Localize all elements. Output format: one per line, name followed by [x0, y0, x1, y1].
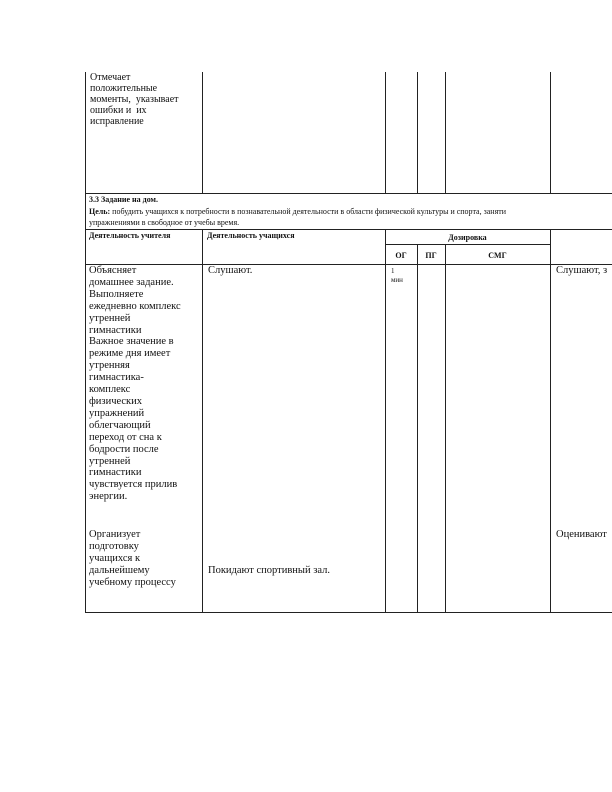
column-divider-pg: [417, 72, 418, 193]
header-og: ОГ: [395, 251, 407, 260]
goal-text: побудить учащихся к потребности в познавательной деятельности в области физической культуры и спорта, заняти: [110, 207, 507, 216]
header-smg: СМГ: [488, 251, 507, 260]
table-header-top-line: [85, 229, 612, 230]
lower-column-divider-right: [550, 229, 551, 612]
row1-right-cell: Слушают, з: [556, 265, 608, 276]
row2-teacher-cell: Организует подготовку учащихся к дальнейшему учебному процессу: [89, 529, 176, 588]
top-teacher-cell: Отмечает положительные моменты, указывает ошибки и их исправление: [90, 72, 179, 127]
column-divider-og: [385, 72, 386, 193]
section-divider: [85, 193, 612, 194]
column-divider-teacher: [202, 72, 203, 193]
row1-student-cell: Слушают.: [208, 265, 253, 276]
header-dosage: Дозировка: [448, 233, 487, 242]
lower-column-divider-pg: [417, 244, 418, 612]
table-bottom-line: [85, 612, 612, 613]
header-pg: ПГ: [425, 251, 437, 260]
row1-og-cell: 1 мин: [391, 267, 403, 284]
dosage-subheader-line: [385, 244, 550, 245]
header-student-activity: Деятельность учащихся: [207, 231, 295, 240]
section-goal: [89, 207, 612, 217]
row1-teacher-cell: Объясняет домашнее задание. Выполняете ежедневно комплекс утренней гимнастики Важное значение в режиме дня имеет утренняя гимнастика- комплекс физических упражнений облегчающий переход от сна к бодрости после утренней гимнастики чувствуется прилив энергии.: [89, 265, 181, 503]
header-teacher-activity: Деятельность учителя: [89, 231, 171, 240]
goal-label: Цель:: [89, 207, 111, 216]
column-divider-smg: [445, 72, 446, 193]
column-divider-right: [550, 72, 551, 193]
row2-student-cell: Покидают спортивный зал.: [208, 565, 330, 576]
lower-column-divider-og: [385, 229, 386, 612]
lower-column-divider-teacher: [202, 229, 203, 612]
section-goal-continuation: упражнениями в свободное от учебы время.: [89, 218, 240, 227]
table-border-left: [85, 72, 86, 612]
row2-right-cell: Оценивают: [556, 529, 607, 540]
lower-column-divider-smg: [445, 244, 446, 612]
section-heading: 3.3 Задание на дом.: [89, 195, 158, 204]
